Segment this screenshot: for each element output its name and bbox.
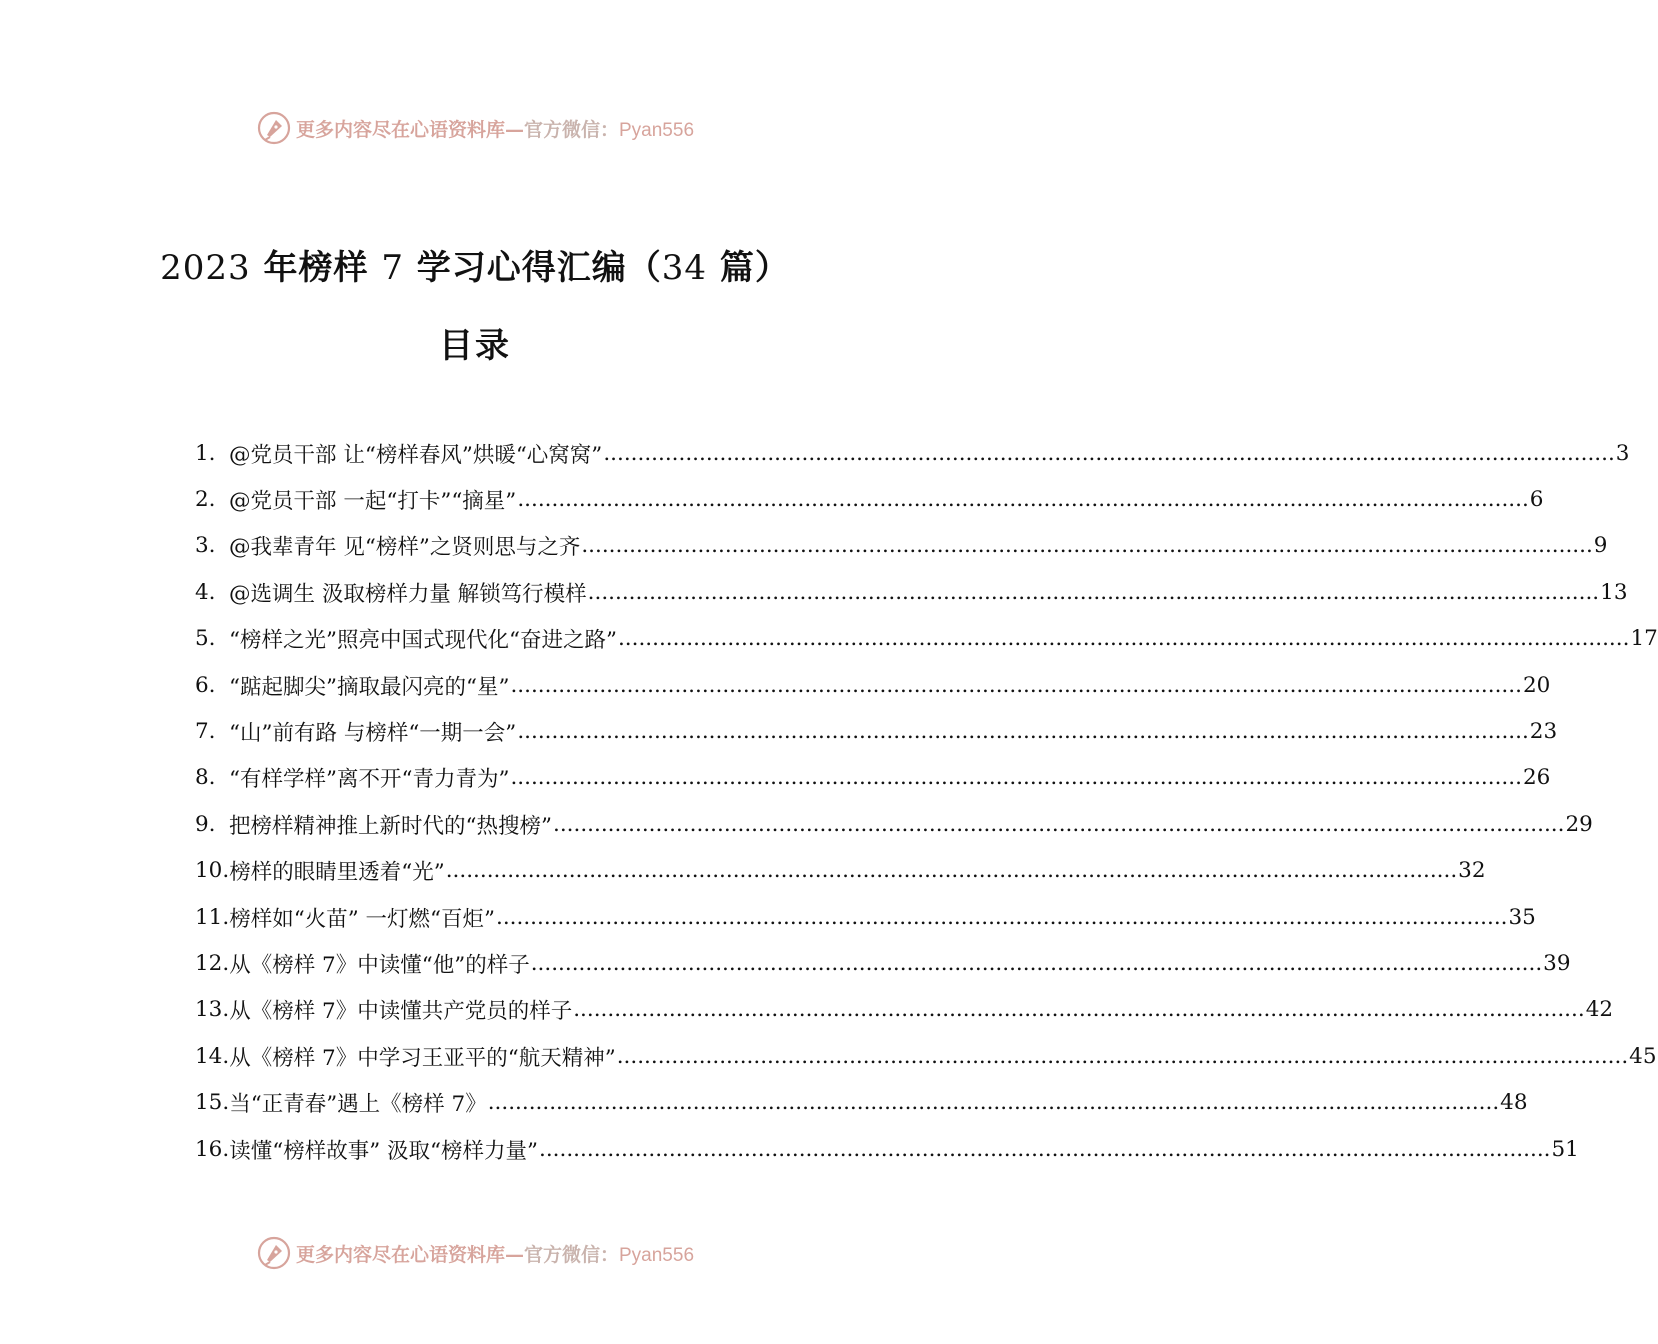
toc-entry-title: 榜样如“火苗” 一灯燃“百炬” xyxy=(229,906,496,932)
toc-entry-page: 35 xyxy=(1508,904,1536,930)
toc-entry-title: @选调生 汲取榜样力量 解锁笃行模样 xyxy=(229,581,587,607)
toc-leader-dots xyxy=(446,858,1457,883)
pen-nib-logo-icon xyxy=(256,1235,292,1271)
toc-entry-page: 9 xyxy=(1593,533,1608,559)
toc-entry[interactable] xyxy=(195,1079,1528,1125)
toc-leader-dots xyxy=(510,765,1521,790)
toc-entry-title: @党员干部 一起“打卡”“摘星” xyxy=(229,489,517,515)
watermark-text: 更多内容尽在心语资料库—官方微信：Pyan556 xyxy=(295,1243,695,1266)
toc-entry-title: 从《榜样 7》中读懂“他”的样子 xyxy=(229,952,530,978)
toc-entry-title: 从《榜样 7》中学习王亚平的“航天精神” xyxy=(229,1045,616,1071)
toc-entry-page: 45 xyxy=(1629,1043,1657,1069)
toc-entry-number: 12. xyxy=(195,950,230,976)
toc-entry-number: 2. xyxy=(195,487,216,513)
table-of-contents xyxy=(195,430,1658,1172)
toc-entry-page: 20 xyxy=(1522,672,1551,698)
toc-leader-dots xyxy=(581,533,1592,558)
toc-entry-number: 5. xyxy=(195,626,216,652)
toc-leader-dots xyxy=(510,673,1521,698)
toc-entry-page: 23 xyxy=(1529,719,1558,745)
toc-leader-dots xyxy=(517,487,1528,512)
document-title: 2023 年榜样 7 学习心得汇编（34 篇） xyxy=(160,248,790,288)
toc-entry-page: 48 xyxy=(1500,1090,1528,1116)
toc-entry-title: @党员干部 让“榜样春风”烘暖“心窝窝” xyxy=(229,442,603,468)
toc-entry-number: 7. xyxy=(195,719,216,745)
toc-entry-number: 3. xyxy=(195,533,216,559)
toc-entry-title: 把榜样精神推上新时代的“热搜榜” xyxy=(229,813,552,839)
toc-entry-title: 当“正青春”遇上《榜样 7》 xyxy=(229,1092,487,1118)
toc-entry-title: @我辈青年 见“榜样”之贤则思与之齐 xyxy=(229,535,581,561)
toc-entry-number: 1. xyxy=(195,440,216,466)
toc-entry-title: “榜样之光”照亮中国式现代化“奋进之路” xyxy=(229,628,617,654)
toc-leader-dots xyxy=(618,626,1629,651)
toc-leader-dots xyxy=(517,719,1528,744)
toc-entry-number: 6. xyxy=(195,672,216,698)
toc-entry-title: 从《榜样 7》中读懂共产党员的样子 xyxy=(229,999,573,1025)
toc-entry[interactable] xyxy=(195,430,1630,476)
toc-entry-page: 42 xyxy=(1585,997,1614,1023)
toc-entry[interactable] xyxy=(195,662,1551,708)
toc-entry-title: “山”前有路 与榜样“一期一会” xyxy=(229,721,517,747)
toc-entry[interactable] xyxy=(195,894,1536,940)
toc-entry-page: 26 xyxy=(1522,765,1551,791)
toc-leader-dots xyxy=(553,812,1564,837)
toc-entry-title: “踮起脚尖”摘取最闪亮的“星” xyxy=(229,674,510,700)
toc-entry-number: 8. xyxy=(195,765,216,791)
toc-entry[interactable] xyxy=(195,708,1558,754)
toc-entry[interactable] xyxy=(195,616,1658,662)
toc-entry-number: 10. xyxy=(195,858,230,884)
toc-entry-title: 榜样的眼睛里透着“光” xyxy=(229,860,445,886)
toc-entry-page: 17 xyxy=(1630,626,1658,652)
toc-leader-dots xyxy=(573,997,1584,1022)
header-watermark-banner xyxy=(0,106,950,150)
toc-entry-number: 13. xyxy=(195,997,230,1023)
toc-entry[interactable] xyxy=(195,569,1628,615)
toc-heading: 目录 xyxy=(439,326,511,366)
toc-entry[interactable] xyxy=(195,1033,1657,1079)
toc-entry[interactable] xyxy=(195,755,1551,801)
toc-entry[interactable] xyxy=(195,476,1544,522)
pen-nib-logo-icon xyxy=(256,110,292,146)
toc-entry-page: 51 xyxy=(1551,1136,1579,1162)
toc-leader-dots xyxy=(603,441,1614,466)
toc-entry[interactable] xyxy=(195,1126,1579,1172)
toc-leader-dots xyxy=(531,951,1542,976)
toc-entry[interactable] xyxy=(195,848,1486,894)
toc-entry[interactable] xyxy=(195,801,1593,847)
toc-entry-page: 3 xyxy=(1615,440,1630,466)
toc-leader-dots xyxy=(488,1090,1499,1115)
toc-entry[interactable] xyxy=(195,987,1614,1033)
toc-entry-page: 6 xyxy=(1529,487,1544,513)
toc-entry-number: 14. xyxy=(195,1043,230,1069)
toc-entry-number: 16. xyxy=(195,1136,230,1162)
toc-leader-dots xyxy=(496,905,1507,930)
toc-entry-title: “有样学样”离不开“青力青为” xyxy=(229,767,510,793)
toc-leader-dots xyxy=(539,1137,1550,1162)
toc-entry-page: 13 xyxy=(1600,579,1628,605)
toc-entry-page: 32 xyxy=(1458,858,1486,884)
toc-entry-number: 4. xyxy=(195,579,216,605)
toc-leader-dots xyxy=(588,580,1599,605)
toc-entry-title: 读懂“榜样故事” 汲取“榜样力量” xyxy=(229,1138,539,1164)
toc-entry-page: 39 xyxy=(1543,950,1571,976)
toc-entry-number: 9. xyxy=(195,811,216,837)
toc-entry-number: 15. xyxy=(195,1090,230,1116)
watermark-text: 更多内容尽在心语资料库—官方微信：Pyan556 xyxy=(295,118,695,141)
footer-watermark-banner xyxy=(0,1231,950,1275)
toc-entry[interactable] xyxy=(195,523,1608,569)
toc-entry-number: 11. xyxy=(195,904,230,930)
toc-entry[interactable] xyxy=(195,940,1571,986)
toc-entry-page: 29 xyxy=(1565,811,1593,837)
toc-leader-dots xyxy=(617,1044,1628,1069)
